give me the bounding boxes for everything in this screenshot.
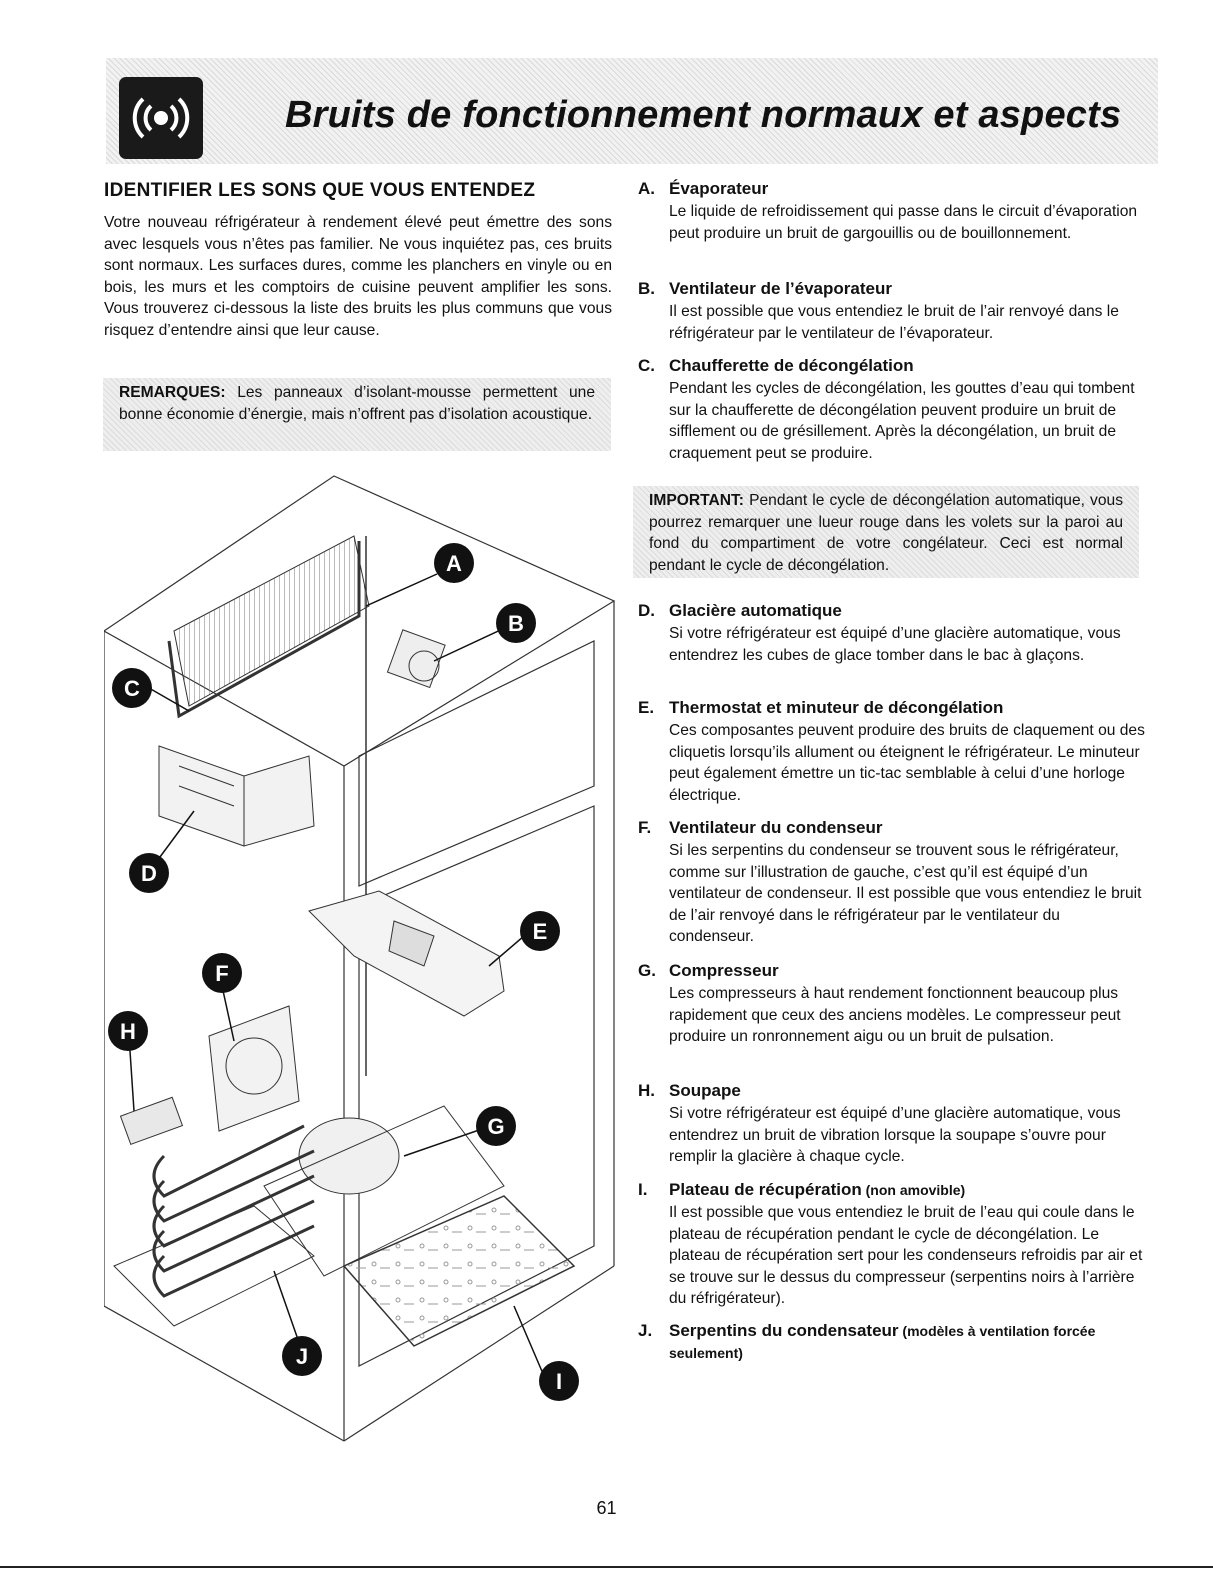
callout-j <box>282 1336 322 1376</box>
svg-text:H: H <box>120 1019 136 1044</box>
item-i-drain-pan: I. Plateau de récupération (non amovible) Il est possible que vous entendiez le bruit de l’eau qui coule dans le plateau de récupération pendant le cycle de décongélation. Le plateau de récupération sert pour les condenseurs refroidis par air et se trouve sur le dessus du compresseur (serpentins noirs à l’arrière du réfrigérateur). <box>638 1180 1143 1307</box>
remarks-label: REMARQUES: <box>119 384 226 401</box>
important-text: Pendant le cycle de décongélation automatique, vous pourrez remarquer une lueur rouge dans les volets sur la paroi au fond du compartiment de votre congélateur. Ceci est normal pendant le cycle de décongélation. <box>649 492 1123 574</box>
item-a-evaporator: A. Évaporateur Le liquide de refroidissement qui passe dans le circuit d’évaporation peut produire un bruit de gargouillis ou de bouillonnement. <box>638 179 1138 242</box>
bottom-rule <box>0 1566 1213 1568</box>
svg-text:E: E <box>532 919 548 944</box>
callout-h <box>108 1011 148 1051</box>
intro-paragraph: Votre nouveau réfrigérateur à rendement élevé peut émettre des sons avec lesquels vous n’êtes pas familier. Ne vous inquiétez pas, ces bruits sont normaux. Les surfaces dures, comme les planchers en vinyle ou en bois, les murs et les comptoirs de cuisine peuvent amplifier les sons. Vous trouverez ci-dessous la liste des bruits les plus communs que vous risquez d’entendre ainsi que leur cause. <box>104 214 612 339</box>
sound-waves-icon <box>119 77 203 159</box>
remarks-note <box>103 378 611 451</box>
svg-text:I: I <box>555 1369 563 1394</box>
callout-g <box>476 1106 516 1146</box>
callout-d <box>129 853 169 893</box>
callout-b <box>496 603 536 643</box>
svg-text:J: J <box>295 1344 309 1369</box>
item-c-defrost-heater: C. Chaufferette de décongélation Pendant les cycles de décongélation, les gouttes d’eau qui tombent sur la chaufferette de décongélation peuvent produire un bruit de sifflement ou de grésillement. Après la décongélation, un bruit de craquement peut se produire. <box>638 356 1135 462</box>
page-number: 61 <box>596 1498 617 1518</box>
item-j-condenser-coils: J. Serpentins du condensateur (modèles à ventilation forcée seulement) <box>638 1321 1096 1361</box>
item-d-ice-maker: D. Glacière automatique Si votre réfrigérateur est équipé d’une glacière automatique, vous entendrez les cubes de glace tomber dans le bac à glaçons. <box>638 601 1121 664</box>
item-e-thermostat: E. Thermostat et minuteur de décongélation Ces composantes peuvent produire des bruits de claquement ou des cliquetis lorsqu’ils allument ou éteignent le réfrigérateur. Le minuteur peut également émettre un tic-tac semblable à celui d’une horloge électrique. <box>638 698 1145 804</box>
callout-i <box>539 1361 579 1401</box>
refrigerator-diagram <box>104 466 624 1444</box>
svg-text:B: B <box>508 611 524 636</box>
svg-text:A: A <box>446 551 462 576</box>
svg-text:C: C <box>124 676 140 701</box>
section-heading: IDENTIFIER LES SONS QUE VOUS ENTENDEZ <box>104 180 536 201</box>
callout-c <box>112 668 152 708</box>
svg-text:F: F <box>215 961 229 986</box>
callout-f <box>202 953 242 993</box>
important-label: IMPORTANT: <box>649 492 744 509</box>
svg-text:D: D <box>141 861 157 886</box>
item-h-valve: H. Soupape Si votre réfrigérateur est équipé d’une glacière automatique, vous entendrez un bruit de vibration lorsque la soupape s’ouvre pour remplir la glacière à chaque cycle. <box>638 1081 1121 1165</box>
item-b-evaporator-fan: B. Ventilateur de l’évaporateur Il est possible que vous entendiez le bruit de l’air renvoyé dans le réfrigérateur par le ventilateur de l’évaporateur. <box>638 279 1119 342</box>
callout-e <box>520 911 560 951</box>
item-g-compressor: G. Compresseur Les compresseurs à haut rendement fonctionnent beaucoup plus rapidement que ceux des anciens modèles. Le compresseur peut produire un ronronnement aigu ou un bruit de pulsation. <box>638 961 1121 1045</box>
remarks-text: Les panneaux d’isolant-mousse permettent une bonne économie d’énergie, mais n’offrent pas d’isolation acoustique. <box>119 384 595 423</box>
svg-text:G: G <box>487 1114 505 1139</box>
callout-a <box>434 543 474 583</box>
page-title: Bruits de fonctionnement normaux et aspects <box>285 94 1122 136</box>
item-f-condenser-fan: F. Ventilateur du condenseur Si les serpentins du condenseur se trouvent sous le réfrigérateur, comme sur l’illustration de gauche, c’est qu’il est équipé d’un ventilateur de condenseur. Il est possible que vous entendiez le bruit de l’air renvoyé dans le réfrigérateur par le ventilateur du condenseur. <box>638 818 1142 945</box>
important-note <box>633 486 1139 578</box>
